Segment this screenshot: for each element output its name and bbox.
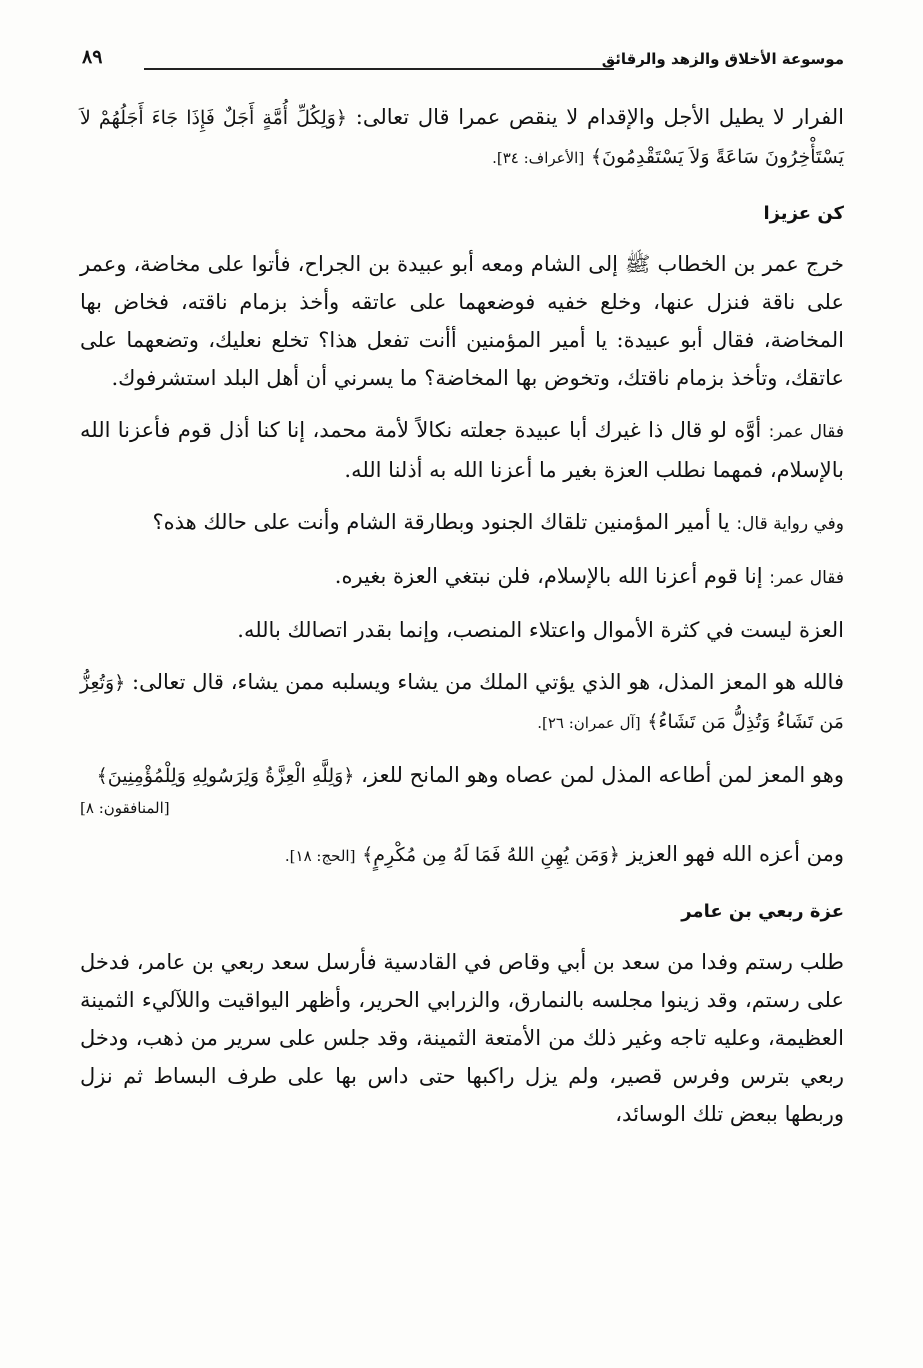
paragraph-1: الفرار لا يطيل الأجل والإقدام لا ينقص عمرا قال تعالى: ﴿وَلِكُلِّ أُمَّةٍ أَجَلٌ فَإِذَا جَاءَ أَجَلُهُمْ لاَ يَسْتَأْخِرُونَ سَاعَةً وَلاَ يَسْتَقْدِمُونَ﴾ [الأعراف: ٣٤]. — [80, 105, 845, 168]
paragraph-5: فقال عمر: إنا قوم أعزنا الله بالإسلام، فلن نبتغي العزة بغيره. — [334, 564, 844, 588]
running-header — [82, 40, 844, 80]
book-title: موسوعة الأخلاق والزهد والرقائق — [601, 50, 844, 68]
paragraph-4: وفي رواية قال: يا أمير المؤمنين تلقاك الجنود وبطارقة الشام وأنت على حالك هذه؟ — [152, 510, 844, 534]
quran-verse: ﴿وَمَن يُهِنِ اللهُ فَمَا لَهُ مِن مُكْرِمٍ﴾ — [362, 844, 620, 866]
paragraph-7: فالله هو المعز المذل، هو الذي يؤتي الملك من يشاء ويسلبه ممن يشاء، قال تعالى: ﴿وَتُعِزُّ مَن تَشَاءُ وَتُذِلُّ مَن تَشَاءُ﴾ [آل عمران: ٢٦]. — [80, 670, 844, 733]
quran-verse: ﴿وَلِكُلِّ أُمَّةٍ أَجَلٌ فَإِذَا جَاءَ أَجَلُهُمْ لاَ يَسْتَأْخِرُونَ سَاعَةً وَلاَ يَسْتَقْدِمُونَ﴾ — [80, 107, 844, 168]
paragraph-3: فقال عمر: أوَّه لو قال ذا غيرك أبا عبيدة جعلته نكالاً لأمة محمد، إنا كنا أذل قوم فأعزنا الله بالإسلام، فمهما نطلب العزة بغير ما أعزنا الله به أذلنا الله. — [80, 418, 844, 482]
header-rule — [144, 68, 614, 70]
verse-reference: [الحج: ١٨]. — [284, 847, 356, 865]
section-heading-be-dignified: كن عزيزا — [763, 203, 844, 224]
verse-reference: [المنافقون: ٨] — [80, 799, 170, 817]
paragraph-8: وهو المعز لمن أطاعه المذل لمن عصاه وهو المانح للعز، ﴿وَلِلَّهِ الْعِزَّةُ وَلِرَسُولِهِ وَلِلْمُؤْمِنِينَ﴾ [المنافقون: ٨] — [80, 756, 844, 821]
paragraph-6: العزة ليست في كثرة الأموال واعتلاء المنصب، وإنما بقدر اتصالك بالله. — [237, 618, 844, 642]
verse-reference: [الأعراف: ٣٤]. — [492, 149, 585, 167]
paragraph-2: خرج عمر بن الخطاب ﷺ إلى الشام ومعه أبو عبيدة بن الجراح، فأتوا على مخاضة، وعمر على ناقة فنزل عنها، وخلع خفيه فوضعهما على عاتقه وأخذ بزمام ناقته، فخاض بها المخاضة، فقال أبو عبيدة: يا أمير المؤمنين أأنت تفعل هذا؟ تخلع نعليك، وتضعهما على عاتقك، وتأخذ بزمام ناقتك، وتخوض بها المخاضة؟ ما يسرني أن أهل البلد استشرفوك. — [80, 252, 844, 390]
verse-reference: [آل عمران: ٢٦]. — [537, 714, 641, 732]
speaker-label: فقال عمر: — [768, 422, 844, 442]
speaker-label: فقال عمر: — [769, 568, 844, 588]
paragraph-9: ومن أعزه الله فهو العزيز ﴿وَمَن يُهِنِ اللهُ فَمَا لَهُ مِن مُكْرِمٍ﴾ [الحج: ١٨]. — [284, 842, 844, 866]
narration-label: وفي رواية قال: — [736, 514, 844, 534]
section-heading-ribi-dignity: عزة ربعي بن عامر — [681, 901, 844, 922]
quran-verse: ﴿وَتُعِزُّ مَن تَشَاءُ وَتُذِلُّ مَن تَشَاءُ﴾ — [80, 672, 844, 733]
page-content — [80, 98, 844, 1133]
paragraph-10: طلب رستم وفدا من سعد بن أبي وقاص في القادسية فأرسل سعد ربعي بن عامر، فدخل على رستم، وقد زينوا مجلسه بالنمارق، والزرابي الحرير، وأظهر اليواقيت واللآليء الثمينة العظيمة، وعليه تاجه وغير ذلك من الأمتعة الثمينة، وقد جلس على سرير من ذهب، ودخل ربعي بترس وفرس قصير، ولم يزل راكبها حتى داس بها على طرف البساط ثم نزل وربطها ببعض تلك الوسائد، — [80, 950, 844, 1126]
page-number: ٨٩ — [82, 46, 103, 68]
quran-verse: ﴿وَلِلَّهِ الْعِزَّةُ وَلِرَسُولِهِ وَلِلْمُؤْمِنِينَ﴾ — [96, 765, 355, 787]
